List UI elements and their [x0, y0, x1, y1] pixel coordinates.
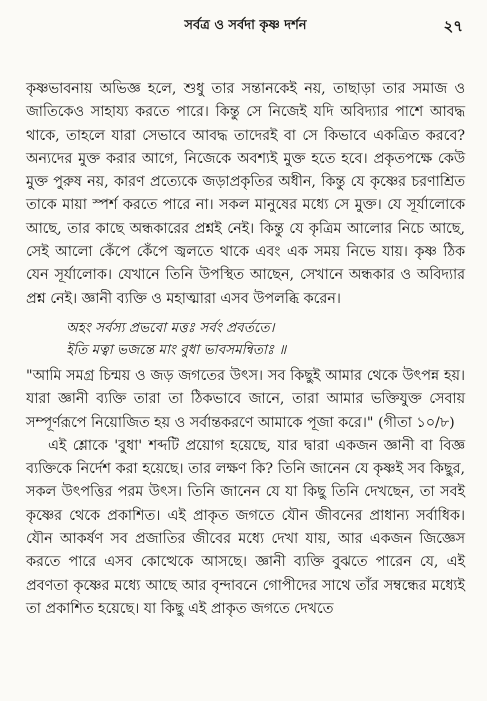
verse-line: অহং সর্বস্য প্রভবো মত্তঃ সর্বং প্রবর্ততে। — [66, 319, 275, 336]
page-header — [26, 16, 465, 44]
paragraph: কৃষ্ণভাবনায় অভিজ্ঞ হলে, শুধু তার সন্তানকেই নয়, তাছাড়া তার সমাজ ও জাতিকেও সাহায্য করতে পারে। কিন্তু সে নিজেই যদি অবিদ্যার পাশে আবদ্ধ থাকে, তাহলে যারা সেভাবে আবদ্ধ তাদেরই বা সে কিভাবে একত্রিত করবে? অন্যদের মুক্ত করার আগে, নিজেকে অবশ্যই মুক্ত হতে হবে। প্রকৃতপক্ষে কেউ মুক্ত পুরুষ নয়, কারণ প্রত্যেকে জড়াপ্রকৃতির অধীন, কিন্তু যে কৃষ্ণের চরণাশ্রিত তাকে মায়া স্পর্শ করতে পারে না। সকল মানুষের মধ্যে সে মুক্ত। যে সূর্যালোকে আছে, তার কাছে অন্ধকারের প্রশ্নই নেই। কিন্তু যে কৃত্রিম আলোর নিচে আছে, সেই আলো কেঁপে কেঁপে জ্বলতে থাকে এবং এক সময় নিভে যায়। কৃষ্ণ ঠিক যেন সূর্যালোক। যেখানে তিনি উপস্থিত আছেন, সেখানে অন্ধকার ও অবিদ্যার প্রশ্ন নেই। জ্ঞানী ব্যক্তি ও মহাত্মারা এসব উপলব্ধি করেন। — [26, 81, 465, 307]
verse-translation: "আমি সমগ্র চিন্ময় ও জড় জগতের উৎস। সব কিছুই আমার থেকে উৎপন্ন হয়। যারা জ্ঞানী ব্যক্তি তারা তা ঠিকভাবে জানে, তারা আমার ভক্তিযুক্ত সেবায় সম্পূর্ণরূপে নিয়োজিত হয় ও সর্বান্তকরণে আমাকে পূজা করে।" (গীতা ১০/৮) — [26, 367, 465, 431]
page-number: ২৭ — [443, 17, 463, 35]
body-text — [26, 78, 465, 621]
verse-line: ইতি মত্বা ভজন্তে মাং বুধা ভাবসমন্বিতাঃ ॥ — [66, 341, 287, 358]
sanskrit-verse — [66, 317, 465, 361]
running-title: সর্বত্র ও সর্বদা কৃষ্ণ দর্শন — [184, 18, 307, 33]
paragraph: এই শ্লোকে 'বুধা' শব্দটি প্রয়োগ হয়েছে, যার দ্বারা একজন জ্ঞানী বা বিজ্ঞ ব্যক্তিকে নির্দেশ করা হয়েছে। তার লক্ষণ কি? তিনি জানেন যে কৃষ্ণই সব কিছুর, সকল উৎপত্তির পরম উৎস। তিনি জানেন যে যা কিছু তিনি দেখছেন, তা সবই কৃষ্ণের থেকে প্রকাশিত। এই প্রাকৃত জগতে যৌন জীবনের প্রাধান্য সর্বাধিক। যৌন আকর্ষণ সব প্রজাতির জীবের মধ্যে দেখা যায়, আর একজন জিজ্ঞেস করতে পারে এসব কোত্থেকে আসছে। জ্ঞানী ব্যক্তি বুঝতে পারেন যে, এই প্রবণতা কৃষ্ণের মধ্যে আছে আর বৃন্দাবনে গোপীদের সাথে তাঁর সম্বন্ধের মধ্যেই তা প্রকাশিত হয়েছে। যা কিছু এই প্রাকৃত জগতে দেখতে — [26, 437, 465, 617]
